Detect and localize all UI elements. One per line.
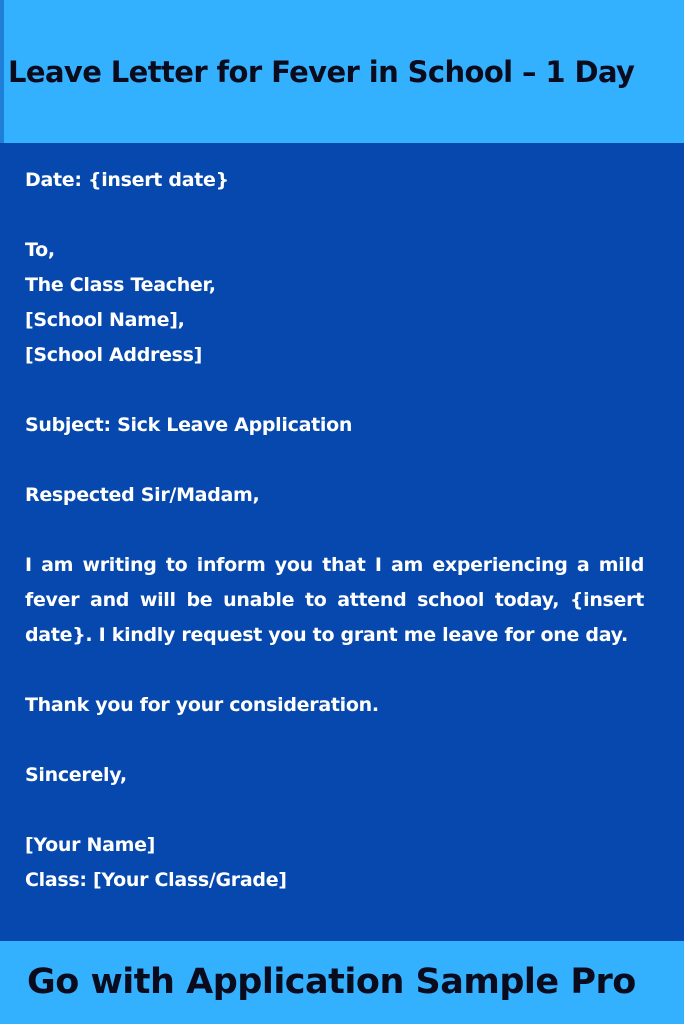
sender-class-line: Class: [Your Class/Grade]	[25, 869, 287, 891]
sender-name-line: [Your Name]	[25, 834, 156, 856]
closing-line: Sincerely,	[25, 764, 127, 786]
school-address-line: [School Address]	[25, 344, 203, 366]
spacer	[25, 793, 644, 828]
school-name-line: [School Name],	[25, 309, 185, 331]
salutation-to: To,	[25, 239, 55, 261]
spacer	[25, 198, 644, 233]
thanks-line: Thank you for your consideration.	[25, 694, 379, 716]
spacer	[25, 373, 644, 408]
spacer	[25, 723, 644, 758]
greeting-line: Respected Sir/Madam,	[25, 484, 260, 506]
spacer	[25, 653, 644, 688]
footer-tagline: Go with Application Sample Pro	[27, 962, 636, 1002]
spacer	[25, 513, 644, 548]
recipient-line: The Class Teacher,	[25, 274, 216, 296]
spacer	[25, 443, 644, 478]
body-paragraph: I am writing to inform you that I am experiencing a mild fever and will be unable to attend school today, {insert date}. I kindly request you to grant me leave for one day.	[25, 554, 644, 646]
banner-edge-divider	[0, 0, 4, 143]
letter-body	[25, 163, 644, 898]
date-line: Date: {insert date}	[25, 169, 229, 191]
subject-line: Subject: Sick Leave Application	[25, 414, 353, 436]
page-title: Leave Letter for Fever in School – 1 Day	[8, 55, 635, 89]
